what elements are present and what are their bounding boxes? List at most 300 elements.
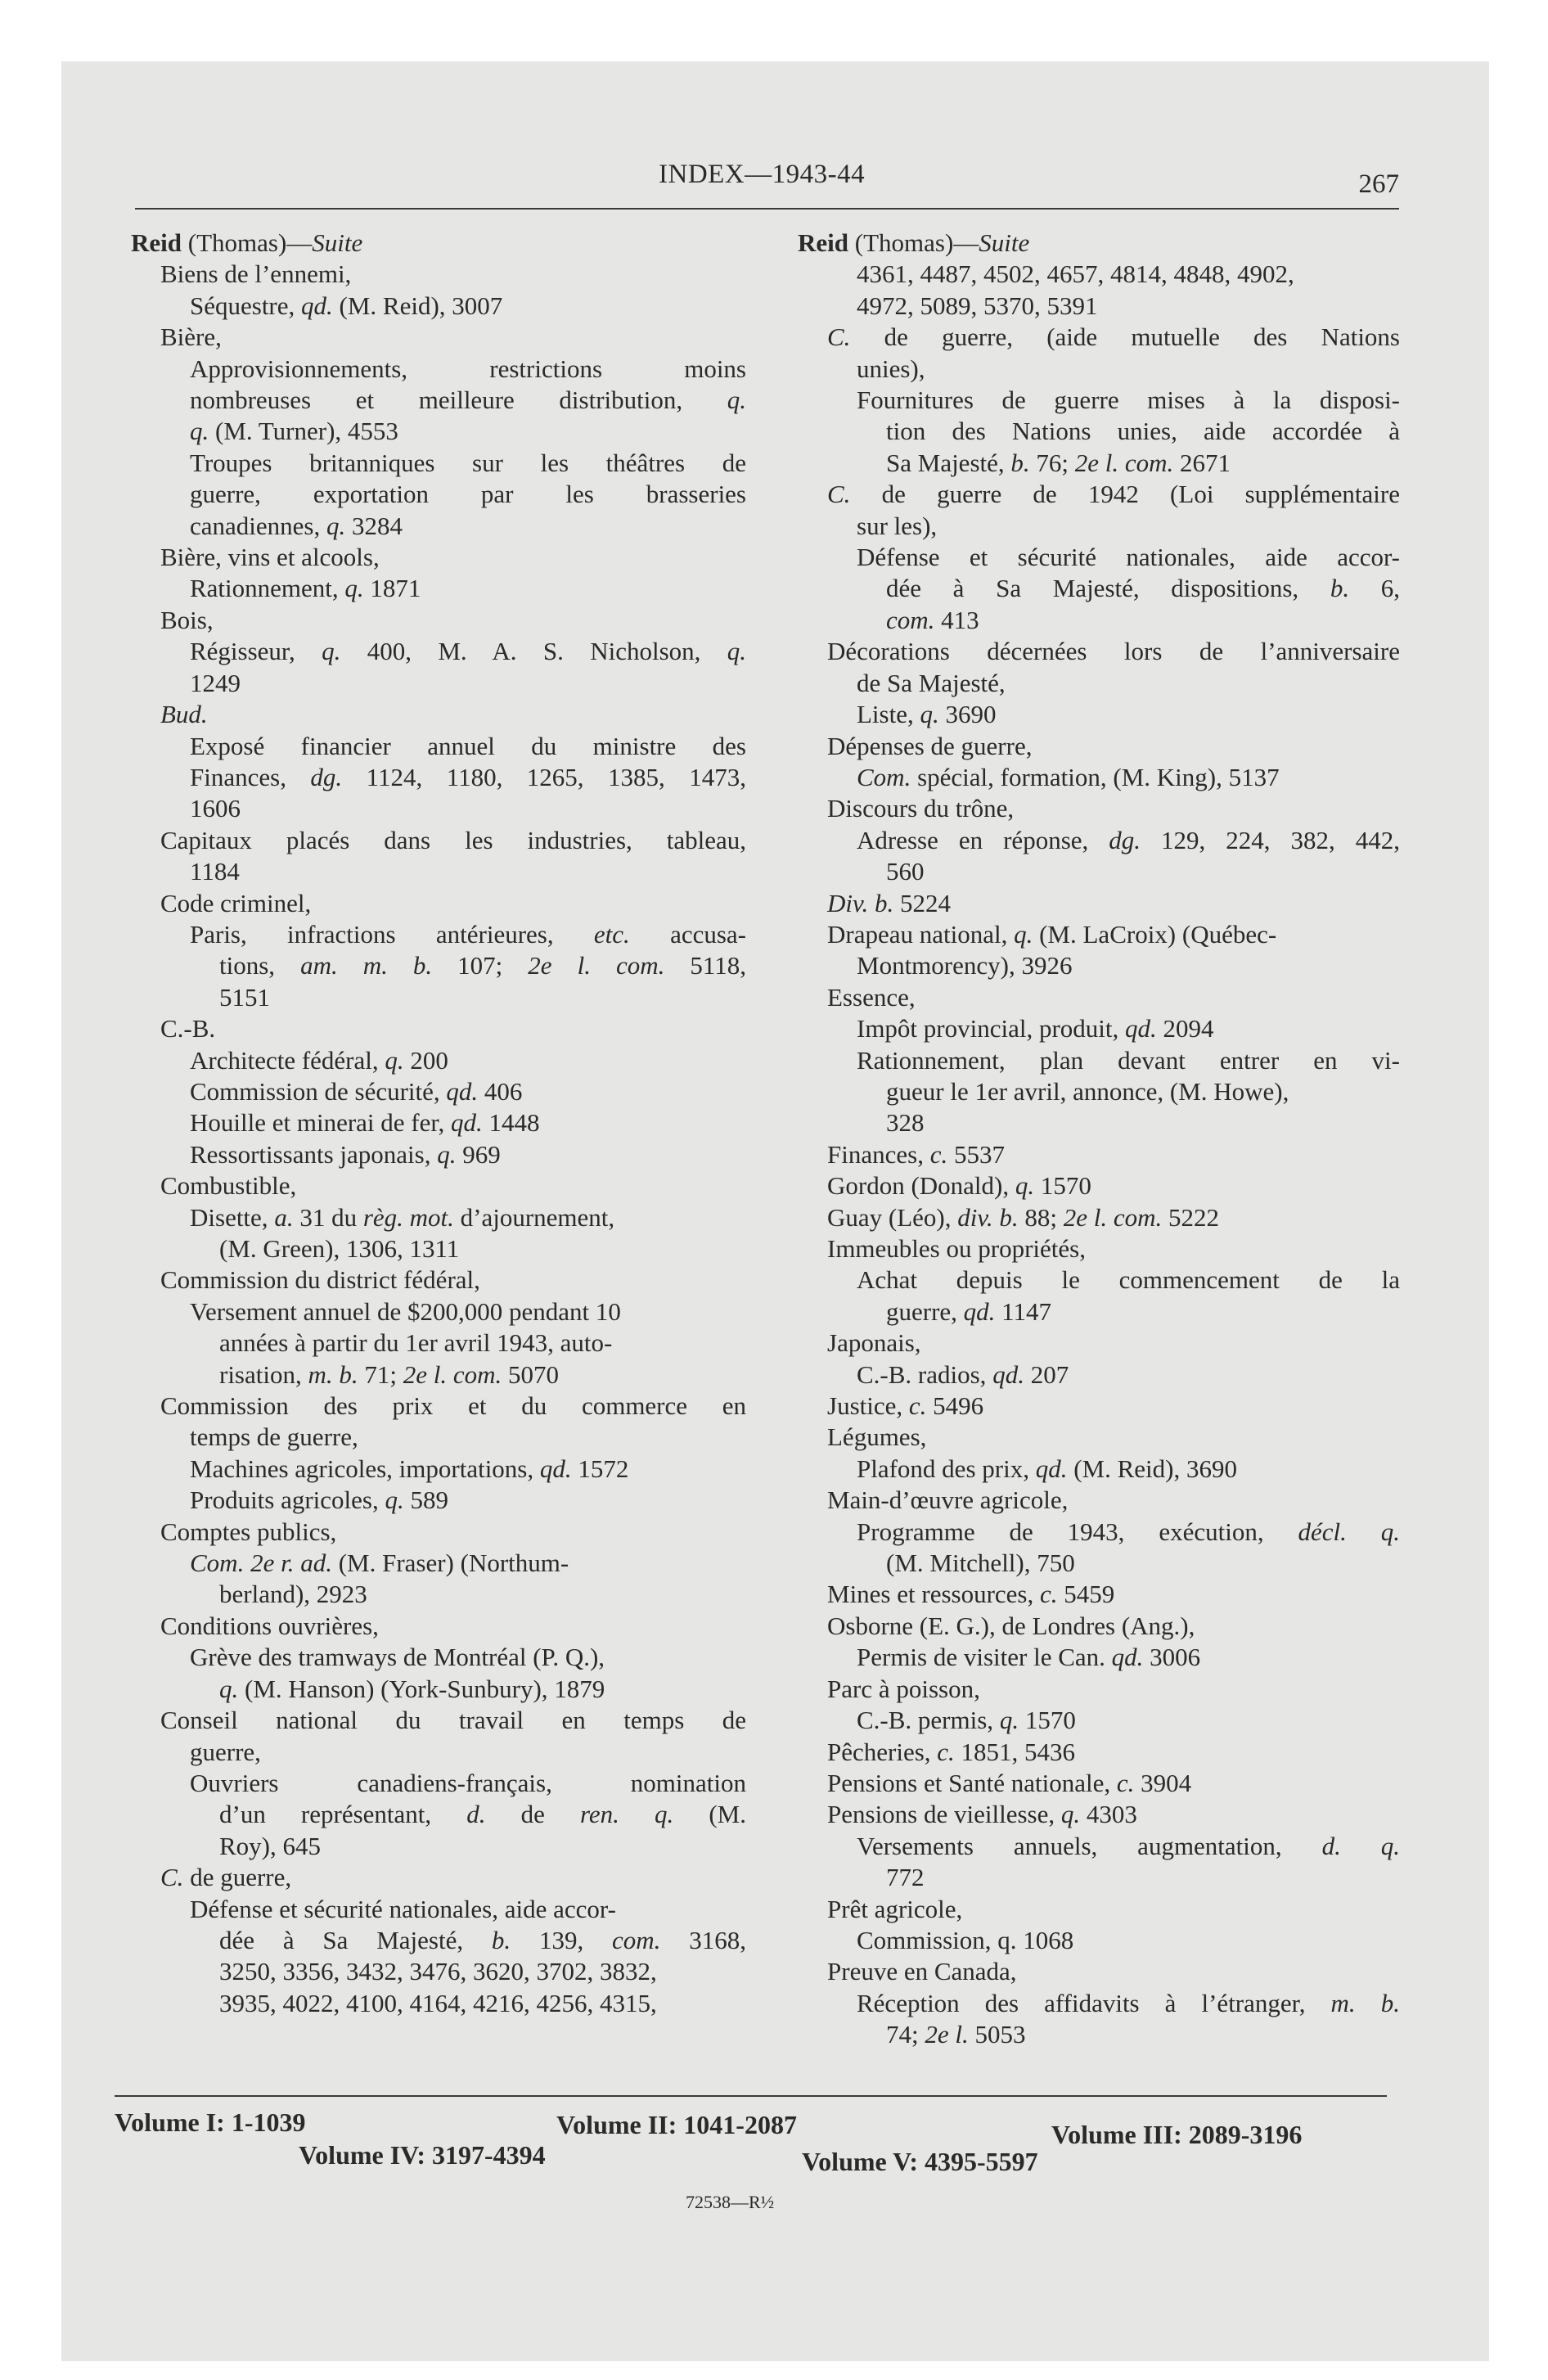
index-line — [131, 479, 746, 510]
index-text: 4303 — [1080, 1800, 1137, 1829]
index-text: d’un représentant, — [219, 1800, 467, 1829]
index-text: Approvisionnements, restrictions moins — [190, 354, 746, 383]
index-line — [798, 228, 1400, 259]
volume-pages: 2089-3196 — [1188, 2120, 1303, 2149]
index-text: guerre, — [190, 1737, 261, 1766]
index-text: Troupes britanniques sur les théâtres de — [190, 448, 746, 477]
index-text: Permis de visiter le Can. — [857, 1643, 1112, 1672]
index-line — [131, 699, 746, 730]
index-text: Preuve en Canada, — [827, 1957, 1017, 1986]
index-text: q. — [385, 1045, 404, 1075]
index-text: (M. Reid), 3690 — [1067, 1454, 1237, 1483]
index-line — [798, 636, 1400, 667]
index-text: 3006 — [1143, 1643, 1201, 1672]
index-line — [131, 1737, 746, 1768]
index-text: ren. q. — [579, 1800, 674, 1829]
volume-label: Volume II: — [556, 2110, 677, 2139]
running-title: INDEX—1943-44 — [659, 160, 866, 189]
index-line — [798, 1831, 1400, 1862]
index-text: 6, — [1349, 574, 1400, 603]
index-text: 406 — [478, 1076, 523, 1106]
index-text: guerre, — [886, 1296, 964, 1326]
index-text: Grève des tramways de Montréal (P. Q.), — [190, 1643, 605, 1672]
index-text: Exposé financier annuel du ministre des — [190, 731, 746, 760]
index-line — [798, 856, 1400, 887]
index-line — [131, 1705, 746, 1736]
index-text: 1606 — [190, 794, 241, 823]
volume-label: Volume V: — [802, 2147, 918, 2176]
index-text: Finances, — [827, 1139, 930, 1169]
index-text: Bois, — [160, 605, 214, 634]
index-text: qd. — [963, 1296, 996, 1326]
index-text: q. — [437, 1139, 457, 1169]
index-column-left — [131, 228, 746, 2019]
index-line — [131, 1579, 746, 1610]
index-text: Div. b. — [827, 888, 894, 917]
index-line — [131, 856, 746, 887]
index-text: 2e l. com. — [528, 951, 665, 980]
index-text: Essence, — [827, 982, 916, 1012]
index-text: 31 du — [293, 1202, 363, 1232]
index-text: 1147 — [995, 1296, 1052, 1326]
index-line — [131, 1517, 746, 1548]
index-text: Suite — [312, 228, 363, 257]
index-line — [798, 448, 1400, 479]
index-text: 969 — [456, 1139, 501, 1169]
index-column-right — [798, 228, 1400, 2051]
index-text: qd. — [992, 1359, 1024, 1389]
index-text: q. — [322, 637, 341, 666]
index-text: Versement annuel de $200,000 pendant 10 — [190, 1296, 621, 1326]
index-text: unies), — [857, 354, 925, 383]
index-line — [798, 1611, 1400, 1642]
index-line — [798, 259, 1400, 290]
index-line — [798, 1642, 1400, 1673]
index-text: (M. Hanson) (York-Sunbury), 1879 — [238, 1674, 605, 1703]
index-line — [131, 1013, 746, 1044]
index-line — [131, 1264, 746, 1296]
index-line — [131, 1296, 746, 1327]
index-text: Commission des prix et du commerce en — [160, 1391, 746, 1421]
index-line — [798, 1705, 1400, 1736]
index-text: règ. mot. — [362, 1202, 454, 1232]
index-text: Ressortissants japonais, — [190, 1139, 438, 1169]
index-line — [131, 1454, 746, 1485]
index-text: 1570 — [1034, 1171, 1091, 1201]
index-text: Disette, — [190, 1202, 275, 1232]
index-text: qd. — [1125, 1014, 1157, 1044]
index-line — [798, 950, 1400, 981]
index-line — [131, 919, 746, 950]
index-line — [131, 1611, 746, 1642]
index-text: années à partir du 1er avril 1943, auto- — [219, 1328, 613, 1358]
index-text: div. b. — [957, 1202, 1019, 1232]
index-line — [798, 1925, 1400, 1956]
index-text: (M. Turner), 4553 — [209, 417, 398, 446]
index-text: Adresse en réponse, — [857, 825, 1109, 854]
volume-label: Volume III: — [1051, 2120, 1182, 2149]
index-text: 71; — [358, 1359, 403, 1389]
index-line — [131, 950, 746, 981]
index-line — [131, 228, 746, 259]
index-line — [131, 1988, 746, 2019]
index-text: b. — [1330, 574, 1350, 603]
index-line — [131, 416, 746, 447]
index-line — [131, 1768, 746, 1799]
volume-range-3 — [1051, 2120, 1302, 2150]
index-text: 1570 — [1019, 1706, 1076, 1735]
index-text: gueur le 1er avril, annonce, (M. Howe), — [886, 1076, 1289, 1106]
index-text: 5118, — [664, 951, 746, 980]
index-line — [131, 542, 746, 573]
index-text: b. — [1010, 448, 1030, 477]
index-text: sur les), — [857, 511, 938, 540]
index-line — [131, 354, 746, 385]
index-text: 400, M. A. S. Nicholson, — [340, 637, 727, 666]
index-text: Com. 2e r. ad. — [190, 1548, 332, 1578]
index-text: m. b. — [308, 1359, 358, 1389]
index-text: 5222 — [1162, 1202, 1219, 1232]
index-line — [798, 1359, 1400, 1391]
index-text: Immeubles ou propriétés, — [827, 1234, 1086, 1263]
index-text: de guerre, — [183, 1863, 292, 1892]
index-text: 3168, — [660, 1925, 746, 1954]
index-text: 4361, 4487, 4502, 4657, 4814, 4848, 4902, — [857, 259, 1294, 289]
index-text: 1851, 5436 — [954, 1737, 1076, 1766]
index-line — [798, 1202, 1400, 1233]
index-line — [131, 1422, 746, 1453]
index-line — [798, 668, 1400, 699]
index-text: (M. Green), 1306, 1311 — [219, 1234, 460, 1263]
index-text: 88; — [1018, 1202, 1064, 1232]
index-text: accusa- — [629, 919, 746, 949]
index-line — [798, 1327, 1400, 1359]
index-text: Biens de l’ennemi, — [160, 259, 352, 289]
index-text: d’ajournement, — [453, 1202, 615, 1232]
index-line — [131, 573, 746, 604]
index-text: dg. — [310, 762, 343, 791]
index-text: Pensions et Santé nationale, — [827, 1768, 1117, 1797]
index-text: Gordon (Donald), — [827, 1171, 1015, 1201]
index-text: Main-d’œuvre agricole, — [827, 1485, 1069, 1515]
index-text: 5070 — [502, 1359, 560, 1389]
index-text: (M. Reid), 3007 — [332, 291, 503, 320]
index-line — [798, 479, 1400, 510]
index-line — [798, 385, 1400, 416]
index-text: Discours du trône, — [827, 794, 1015, 823]
index-text: q. — [999, 1706, 1019, 1735]
index-text: 3904 — [1134, 1768, 1192, 1797]
index-text: Achat depuis le commencement de la — [857, 1265, 1400, 1295]
index-text: Prêt agricole, — [827, 1894, 963, 1923]
index-text: nombreuses et meilleure distribution, — [190, 385, 727, 415]
index-line — [131, 1391, 746, 1422]
index-text: Mines et ressources, — [827, 1580, 1040, 1609]
index-text: 2671 — [1173, 448, 1231, 477]
index-line — [131, 1045, 746, 1076]
index-text: risation, — [219, 1359, 308, 1389]
index-line — [131, 1139, 746, 1170]
volume-range-2 — [556, 2110, 797, 2140]
index-text: C. — [827, 480, 851, 509]
index-text: 2e l. com. — [1074, 448, 1174, 477]
index-line — [798, 1076, 1400, 1107]
index-text: spécial, formation, (M. King), 5137 — [911, 762, 1280, 791]
index-text: 772 — [886, 1863, 925, 1892]
index-text: Comptes publics, — [160, 1517, 337, 1546]
index-text: q. — [344, 574, 364, 603]
index-text: temps de guerre, — [190, 1422, 358, 1452]
index-line — [798, 573, 1400, 604]
index-line — [798, 1737, 1400, 1768]
index-line — [798, 982, 1400, 1013]
volume-pages: 1041-2087 — [683, 2110, 797, 2139]
index-text: Séquestre, — [190, 291, 302, 320]
index-text: de guerre, (aide mutuelle des Nations — [850, 322, 1400, 352]
index-text: 1249 — [190, 668, 241, 697]
index-text: 2e l. com. — [1063, 1202, 1163, 1232]
index-text: Régisseur, — [190, 637, 322, 666]
index-line — [131, 1894, 746, 1925]
index-text: 3935, 4022, 4100, 4164, 4216, 4256, 4315, — [219, 1988, 657, 2017]
index-text: tion des Nations unies, aide accordée à — [886, 417, 1400, 446]
index-text: décl. q. — [1298, 1517, 1400, 1546]
index-text: qd. — [450, 1108, 483, 1138]
index-text: Rationnement, — [190, 574, 345, 603]
index-line — [131, 668, 746, 699]
index-line — [131, 291, 746, 322]
index-text: Japonais, — [827, 1328, 921, 1358]
index-line — [798, 888, 1400, 919]
index-line — [131, 1359, 746, 1391]
index-text: 5459 — [1057, 1580, 1115, 1609]
index-text: m. b. — [1330, 1988, 1400, 2017]
index-text: q. — [219, 1674, 239, 1703]
volume-range-5 — [802, 2147, 1038, 2177]
page-header — [135, 160, 1399, 209]
index-text: Bière, — [160, 322, 222, 352]
index-text: Décorations décernées lors de l’anniversaire — [827, 637, 1400, 666]
index-text: 129, 224, 382, 442, — [1141, 825, 1400, 854]
index-text: c. — [908, 1391, 927, 1421]
index-text: dée à Sa Majesté, — [219, 1925, 492, 1954]
index-text: 1871 — [363, 574, 421, 603]
index-text: 5496 — [926, 1391, 984, 1421]
header-rule — [135, 208, 1399, 210]
index-line — [131, 793, 746, 824]
index-text: q. — [920, 700, 939, 729]
index-line — [798, 1988, 1400, 2019]
index-text: 5537 — [947, 1139, 1005, 1169]
index-line — [131, 1674, 746, 1705]
index-line — [131, 322, 746, 353]
index-text: Impôt provincial, produit, — [857, 1014, 1126, 1044]
index-line — [798, 1768, 1400, 1799]
index-text: etc. — [593, 919, 630, 949]
index-text: dée à Sa Majesté, dispositions, — [886, 574, 1330, 603]
index-line — [798, 322, 1400, 353]
page-number: 267 — [1358, 169, 1399, 199]
index-line — [798, 1391, 1400, 1422]
index-line — [798, 1170, 1400, 1201]
index-text: 200 — [403, 1045, 448, 1075]
index-text: 207 — [1024, 1359, 1069, 1389]
index-text: Défense et sécurité nationales, aide accor- — [190, 1894, 616, 1923]
footer-rule — [115, 2095, 1387, 2097]
index-text: guerre, exportation par les brasseries — [190, 480, 746, 509]
index-line — [131, 385, 746, 416]
index-text: Commission du district fédéral, — [160, 1265, 480, 1295]
index-line — [798, 1045, 1400, 1076]
index-line — [798, 354, 1400, 385]
index-line — [798, 793, 1400, 824]
index-text: 1184 — [190, 857, 240, 886]
volume-label: Volume IV: — [299, 2140, 425, 2170]
index-text: 413 — [934, 605, 979, 634]
index-line — [798, 1013, 1400, 1044]
index-line — [798, 1579, 1400, 1610]
index-text: Machines agricoles, importations, — [190, 1454, 540, 1483]
index-text: 2e l. com. — [403, 1359, 502, 1389]
index-text: Défense et sécurité nationales, aide accor- — [857, 543, 1400, 572]
index-line — [798, 1894, 1400, 1925]
index-line — [131, 1642, 746, 1673]
index-line — [131, 1170, 746, 1201]
index-text: qd. — [446, 1076, 479, 1106]
index-text: Conditions ouvrières, — [160, 1611, 379, 1640]
index-text: 2094 — [1156, 1014, 1214, 1044]
index-text: c. — [937, 1737, 955, 1766]
index-text: 5224 — [893, 888, 951, 917]
index-line — [798, 1422, 1400, 1453]
index-text: Produits agricoles, — [190, 1485, 385, 1515]
print-code: 72538—R½ — [686, 2192, 775, 2212]
index-text: 1124, 1180, 1265, 1385, 1473, — [342, 762, 746, 791]
index-text: c. — [1116, 1768, 1135, 1797]
volume-range-4 — [299, 2140, 546, 2170]
index-text: am. m. b. — [300, 951, 433, 980]
index-text: (Thomas)— — [848, 228, 979, 257]
index-text: Architecte fédéral, — [190, 1045, 385, 1075]
index-text: C.-B. — [160, 1014, 216, 1044]
index-line — [131, 1925, 746, 1956]
index-text: qd. — [1035, 1454, 1068, 1483]
index-line — [131, 1327, 746, 1359]
index-line — [798, 762, 1400, 793]
index-line — [798, 699, 1400, 730]
index-text: Drapeau national, — [827, 919, 1015, 949]
index-line — [131, 1202, 746, 1233]
index-line — [131, 762, 746, 793]
index-text: C. — [160, 1863, 184, 1892]
index-line — [131, 1107, 746, 1138]
index-line — [798, 1264, 1400, 1296]
index-line — [798, 1139, 1400, 1170]
index-text: Roy), 645 — [219, 1831, 321, 1860]
index-line — [131, 982, 746, 1013]
index-line — [131, 1956, 746, 1987]
volume-pages: 1-1039 — [231, 2107, 306, 2137]
index-text: (M. Fraser) (Northum- — [331, 1548, 569, 1578]
index-line — [798, 1296, 1400, 1327]
index-line — [798, 1956, 1400, 1987]
index-text: 560 — [886, 857, 925, 886]
index-text: 5151 — [219, 982, 270, 1012]
index-text: Ouvriers canadiens-français, nomination — [190, 1768, 746, 1797]
index-text: 74; — [886, 2020, 925, 2049]
index-line — [798, 919, 1400, 950]
index-text: q. — [190, 417, 209, 446]
index-line — [798, 605, 1400, 636]
index-text: (M. Mitchell), 750 — [886, 1548, 1075, 1578]
index-text: q. — [727, 637, 746, 666]
index-line — [798, 416, 1400, 447]
index-text: 2e l. — [925, 2020, 969, 2049]
index-line — [131, 259, 746, 290]
index-line — [798, 511, 1400, 542]
index-line — [131, 448, 746, 479]
index-text: qd. — [301, 291, 333, 320]
index-text: de Sa Majesté, — [857, 668, 1006, 697]
index-text: a. — [274, 1202, 294, 1232]
index-line — [798, 1799, 1400, 1830]
index-text: tions, — [219, 951, 301, 980]
index-line — [131, 511, 746, 542]
index-text: Liste, — [857, 700, 920, 729]
index-text: qd. — [1111, 1643, 1144, 1672]
index-line — [131, 888, 746, 919]
volume-label: Volume I: — [115, 2107, 225, 2137]
volume-pages: 3197-4394 — [432, 2140, 546, 2170]
index-text: Pensions de vieillesse, — [827, 1800, 1061, 1829]
index-text: Com. — [857, 762, 911, 791]
index-text: Légumes, — [827, 1422, 927, 1452]
index-line — [798, 731, 1400, 762]
index-line — [798, 1674, 1400, 1705]
index-text: d. — [466, 1800, 486, 1829]
index-text: q. — [1014, 919, 1033, 949]
index-line — [131, 731, 746, 762]
volume-pages: 4395-5597 — [924, 2147, 1038, 2176]
index-text: Guay (Léo), — [827, 1202, 958, 1232]
index-text: 76; — [1029, 448, 1075, 477]
index-text: q. — [385, 1485, 404, 1515]
index-line — [798, 2019, 1400, 2050]
index-text: C.-B. permis, — [857, 1706, 1000, 1735]
index-text: Conseil national du travail en temps de — [160, 1706, 746, 1735]
index-text: 3690 — [938, 700, 997, 729]
index-text: (Thomas)— — [182, 228, 313, 257]
index-text: Montmorency), 3926 — [857, 951, 1073, 980]
index-text: Dépenses de guerre, — [827, 731, 1033, 760]
index-line — [131, 1862, 746, 1893]
index-text: d. q. — [1321, 1831, 1400, 1860]
index-text: Finances, — [190, 762, 311, 791]
index-line — [131, 605, 746, 636]
index-text: 1448 — [482, 1108, 540, 1138]
index-line — [798, 1107, 1400, 1138]
index-text: Programme de 1943, exécution, — [857, 1517, 1298, 1546]
index-text: Paris, infractions antérieures, — [190, 919, 594, 949]
index-line — [798, 1485, 1400, 1516]
index-text: Plafond des prix, — [857, 1454, 1036, 1483]
index-line — [131, 1548, 746, 1579]
index-text: 5053 — [968, 2020, 1026, 2049]
index-line — [798, 1233, 1400, 1264]
index-line — [798, 1517, 1400, 1548]
index-text: 1572 — [571, 1454, 629, 1483]
index-text: berland), 2923 — [219, 1580, 367, 1609]
